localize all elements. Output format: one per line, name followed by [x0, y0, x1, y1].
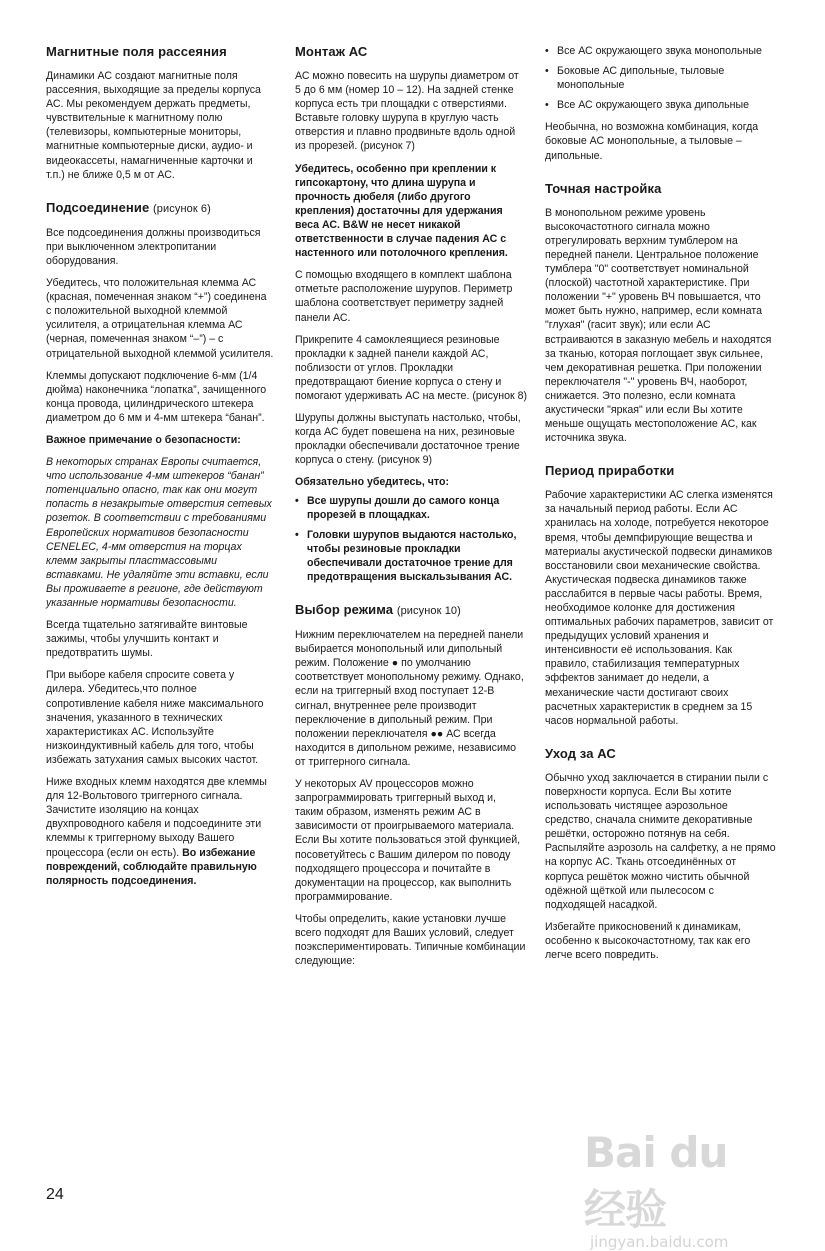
paragraph-magnetic-fields: Динамики АС создают магнитные поля рассеяния, выходящие за пределы корпуса АС. Мы рекомендуем держать предметы, чувствительные к магнитному полю (телевизоры, компьютерные мониторы, магнитные компьютерные диски, аудио- и видеокассеты, намагниченные карточки и т.п.) не ближе 0,5 м от АС. [46, 70, 261, 181]
watermark-url: jingyan.baidu.com [590, 1233, 729, 1251]
heading-mode-selection [295, 602, 527, 619]
paragraph-mode-1: Нижним переключателем на передней панели выбирается монопольный или дипольный режим. Положение ● по умолчанию соответствует монопольному режиму. Однако, если на триггерный вход поступает 12-В сигнал, внутреннее реле производит переключение в дипольный режим. При положении переключателя ●● АС всегда находится в дипольном режиме, независимо от триггерного сигнала. [295, 629, 524, 768]
safety-note-heading: Важное примечание о безопасности: [46, 433, 241, 446]
column-2 [295, 44, 527, 976]
heading-mounting: Монтаж АС [295, 44, 368, 59]
heading-mode-text: Выбор режима [295, 602, 394, 618]
paragraph-connection-1: Все подсоединения должны производиться при выключенном электропитании оборудования. [46, 226, 261, 267]
heading-connection-text: Подсоединение [46, 199, 150, 215]
heading-connection-figure-ref: (рисунок 6) [153, 202, 211, 215]
paragraph-care-2: Избегайте прикосновений к динамикам, особенно к высокочастотному, так как его легче всего повредить. [545, 920, 751, 961]
paragraph-mounting-4: Шурупы должны выступать настолько, чтобы, когда АС будет повешена на них, резиновые прокладки обеспечивали достаточное трение корпуса о стену. (рисунок 9) [295, 412, 521, 467]
heading-mode-figure-ref: (рисунок 10) [396, 605, 461, 618]
list-item: • Все АС окружающего звука монопольные [545, 44, 777, 58]
heading-care: Уход за АС [545, 745, 616, 761]
list-item: • Боковые АС дипольные, тыловые монопольные [545, 64, 777, 92]
watermark-logo: Bai du 经验 [584, 1128, 728, 1234]
paragraph-cable: При выборе кабеля спросите совета у дилера. Убедитесь,что полное сопротивление кабеля ниже максимального значения, указанного в технических характеристиках АС. Используйте низкоиндуктивный кабель для того, чтобы избежать затухания самых высоких частот. [46, 669, 264, 766]
paragraph-mode-3: Чтобы определить, какие установки лучше всего подходят для Ваших условий, следует поэкспериментировать. Типичные комбинации следующие: [295, 912, 526, 968]
heading-fine-tuning: Точная настройка [545, 180, 662, 196]
checklist [295, 494, 527, 585]
paragraph-trigger [46, 775, 274, 888]
checklist-heading: Обязательно убедитесь, что: [295, 476, 449, 489]
paragraph-combination: Необычна, но возможна комбинация, когда боковые АС монопольные, а тыловые – дипольные. [545, 121, 759, 162]
paragraph-fine-tuning: В монопольном режиме уровень высокочастотного сигнала можно отрегулировать верхним тумблером на передней панели. Центральное положение тумблера "0" соответствует номинальной (плоской) частотной характеристике. При положении "+" уровень ВЧ повышается, что может быть нужно, например, если комната "глухая" (гасит звук); или если АС встраиваются в заказную мебель и находятся за тканью, которая поглощает звук сильнее, чем декоративная решетка. При положении переключателя "-" уровень ВЧ, наоборот, снижается. Это полезно, если комната акустически "яркая" или если Вы хотите меньше ощущать местоположение АС, как источника звука. [545, 206, 772, 445]
heading-burn-in: Период приработки [545, 463, 675, 479]
mounting-warning: Убедитесь, особенно при креплении к гипсокартону, что длина шурупа и прочность дюбеля (либо другого крепления) достаточны для удержания веса АС. B&W не несет никакой ответственности в случае падения АС с настенного или потолочного крепления. [295, 162, 508, 260]
paragraph-connection-2: Убедитесь, что положительная клемма АС (красная, помеченная знаком “+”) соединена с положительной выходной клеммой усилителя, а отрицательная клемма АС (черная, помеченная знаком “–”) – с отрицательной выходной клеммой усилителя. [46, 277, 274, 360]
column-3 [545, 44, 777, 970]
paragraph-mounting-3: Прикрепите 4 самоклеящиеся резиновые прокладки к задней панели каждой АС, поблизости от углов. Прокладки предотвращают биение корпуса о стену и помогают удерживать АС на месте. (рисунок 8) [295, 333, 527, 402]
column-1 [46, 44, 274, 896]
trigger-text: Ниже входных клемм находятся две клеммы для 12-Вольтового триггерного сигнала. Зачистите изоляцию на концах двухпроводного кабеля и подсоедините эти клеммы к триггерному выходу Вашего процессора (если он есть). [46, 776, 267, 859]
safety-note-text: В некоторых странах Европы считается, что использование 4-мм штекеров “банан” потенциально опасно, так как они могут попасть в незакрытые отверстия сетевых розеток. В соответствии с требованиями Европейских нормативов безопасности CENELEC, 4-мм отверстия на торцах клемм закрыты пластмассовыми вставками. Не удаляйте эти вставки, если Вы проживаете в регионе, где действуют указанные нормативы безопасности. [46, 456, 272, 609]
paragraph-mounting-1: АС можно повесить на шурупы диаметром от 5 до 6 мм (номер 10 – 12). На задней стенке корпуса есть три площадки с отверстиями. Вставьте головку шурупа в круглую часть отверстия и плавно продвиньте вдоль одной из прорезей. (рисунок 7) [295, 70, 519, 153]
paragraph-connection-3: Клеммы допускают подключение 6-мм (1/4 дюйма) наконечника “лопатка”, зачищенного конца провода, цилиндрического штекера диаметром до 6 мм и 4-мм штекера “банан”. [46, 369, 267, 424]
watermark [584, 1128, 774, 1251]
list-item: • Все шурупы дошли до самого конца прорезей в площадках. [295, 494, 527, 522]
paragraph-burn-in: Рабочие характеристики АС слегка изменятся за начальный период работы. Если АС хранилась на холоде, потребуется некоторое время, чтобы демпфирующие вещества и материалы акустической подвески динамиков восстановили свои механические свойства. Акустическая подвеска динамиков также расслабится в первые часы работы. Время, необходимое колонке для достижения оптимальных рабочих параметров, зависит от предыдущих условий хранения и интенсивности её использования. Как правило, стабилизация температурных эффектов занимает до недели, а механические части достигают своих расчетных характеристик в среднем за 15 часов нормальной работы. [545, 489, 774, 727]
paragraph-care-1: Обычно уход заключается в стирании пыли с поверхности корпуса. Если Вы хотите использовать чистящее аэрозольное средство, сначала снимите декоративные решётки, осторожно потянув на себя. Распыляйте аэрозоль на салфетку, а не прямо на корпус АС. Ткань отсоединённых от корпуса решёток можно чистить обычной одёжной щёткой или пылесосом с подходящей насадкой. [545, 771, 776, 911]
page-number: 24 [46, 1186, 64, 1203]
list-item: • Головки шурупов выдаются настолько, чтобы резиновые прокладки обеспечивали достаточное трение для предотвращения выскальзывания АС. [295, 528, 527, 584]
trigger-warning: Во избежание повреждений, соблюдайте правильную полярность подсоединения. [46, 846, 257, 887]
paragraph-tighten: Всегда тщательно затягивайте винтовые зажимы, чтобы улучшить контакт и предотвратить шумы. [46, 619, 248, 660]
paragraph-mounting-2: С помощью входящего в комплект шаблона отметьте расположение шурупов. Периметр шаблона соответствует периметру задней панели АС. [295, 269, 513, 324]
heading-connection [46, 200, 274, 217]
list-item: • Все АС окружающего звука дипольные [545, 98, 777, 112]
paragraph-mode-2: У некоторых AV процессоров можно запрограммировать триггерный выход и, таким образом, изменять режим АС в зависимости от проигрываемого материала. Если Вы хотите пользоваться этой функцией, посоветуйтесь с Вашим дилером по поводу подходящего процессора и почитайте в документации на процессор, как выполнить программирование. [295, 778, 521, 903]
combination-list [545, 44, 777, 112]
heading-magnetic-fields: Магнитные поля рассеяния [46, 44, 227, 59]
